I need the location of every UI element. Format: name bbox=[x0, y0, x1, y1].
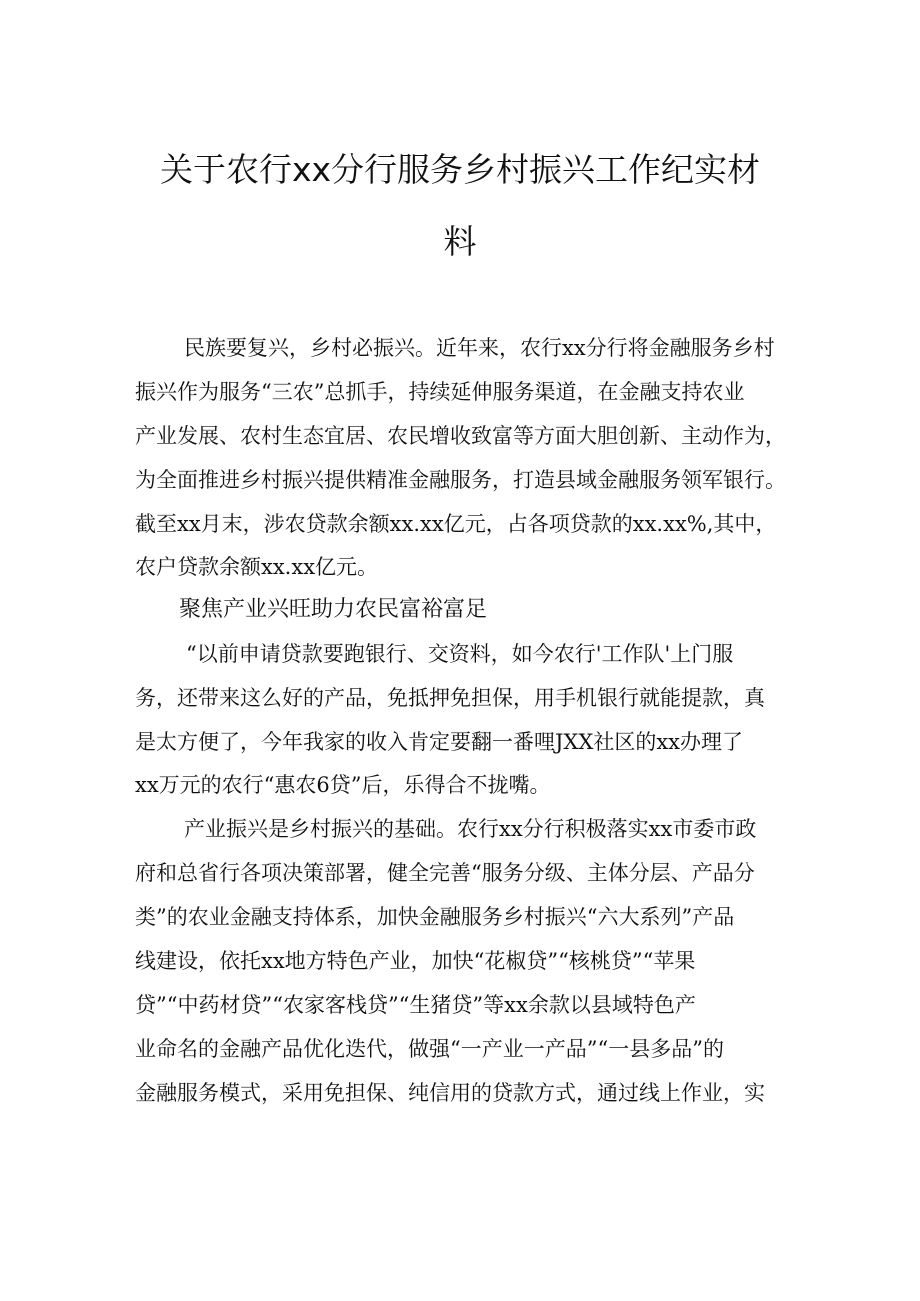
paragraph-3-line-5: 贷”“中药材贷”“农家客栈贷”“生猪贷”等xx余款以县域特色产 bbox=[135, 993, 696, 1017]
paragraph-3-line-1: 产业振兴是乡村振兴的基础。农行xx分行积极落实xx市委市政 bbox=[184, 817, 757, 841]
paragraph-1-line-6: 农户贷款余额xx.xx亿元。 bbox=[135, 555, 379, 579]
paragraph-3-line-7: 金融服务模式，采用免担保、纯信用的贷款方式，通过线上作业，实 bbox=[135, 1081, 765, 1105]
document-title-line-2: 料 bbox=[443, 222, 477, 261]
paragraph-1-line-1: 民族要复兴，乡村必振兴。近年来，农行xx分行将金融服务乡村 bbox=[184, 336, 775, 360]
paragraph-2-line-1: “以前申请贷款要跑银行、交资料，如今农行'工作队'上门服 bbox=[186, 642, 734, 666]
paragraph-1-line-5: 截至xx月末，涉农贷款余额xx.xx亿元，占各项贷款的xx.xx%,其中， bbox=[135, 512, 777, 536]
paragraph-1-line-2: 振兴作为服务“三农”总抓手，持续延伸服务渠道，在金融支持农业 bbox=[135, 380, 745, 404]
paragraph-3-line-4: 线建设，依托xx地方特色产业，加快“花椒贷”“核桃贷”“苹果 bbox=[135, 949, 696, 973]
document-title-line-1: 关于农行xx分行服务乡村振兴工作纪实材 bbox=[159, 150, 761, 189]
section-heading: 聚焦产业兴旺助力农民富裕富足 bbox=[179, 597, 488, 622]
paragraph-3-line-6: 业命名的金融产品优化迭代，做强“一产业一产品”“一县多品”的 bbox=[135, 1037, 724, 1061]
paragraph-3-line-2: 府和总省行各项决策部署，健全完善“服务分级、主体分层、产品分 bbox=[135, 861, 755, 885]
paragraph-1-line-4: 为全面推进乡村振兴提供精准金融服务，打造县域金融服务领军银行。 bbox=[135, 468, 786, 492]
paragraph-2-line-4: xx万元的农行“惠农6贷”后，乐得合不拢嘴。 bbox=[135, 773, 551, 797]
paragraph-1-line-3: 产业发展、农村生态宜居、农民增收致富等方面大胆创新、主动作为， bbox=[135, 424, 786, 448]
paragraph-3-line-3: 类”的农业金融支持体系，加快金融服务乡村振兴“六大系列”产品 bbox=[135, 905, 735, 929]
paragraph-2-line-2: 务，还带来这么好的产品，免抵押免担保，用手机银行就能提款，真 bbox=[135, 686, 765, 710]
paragraph-2-line-3: 是太方便了，今年我家的收入肯定要翻一番哩JXX社区的xx办理了 bbox=[135, 730, 744, 754]
